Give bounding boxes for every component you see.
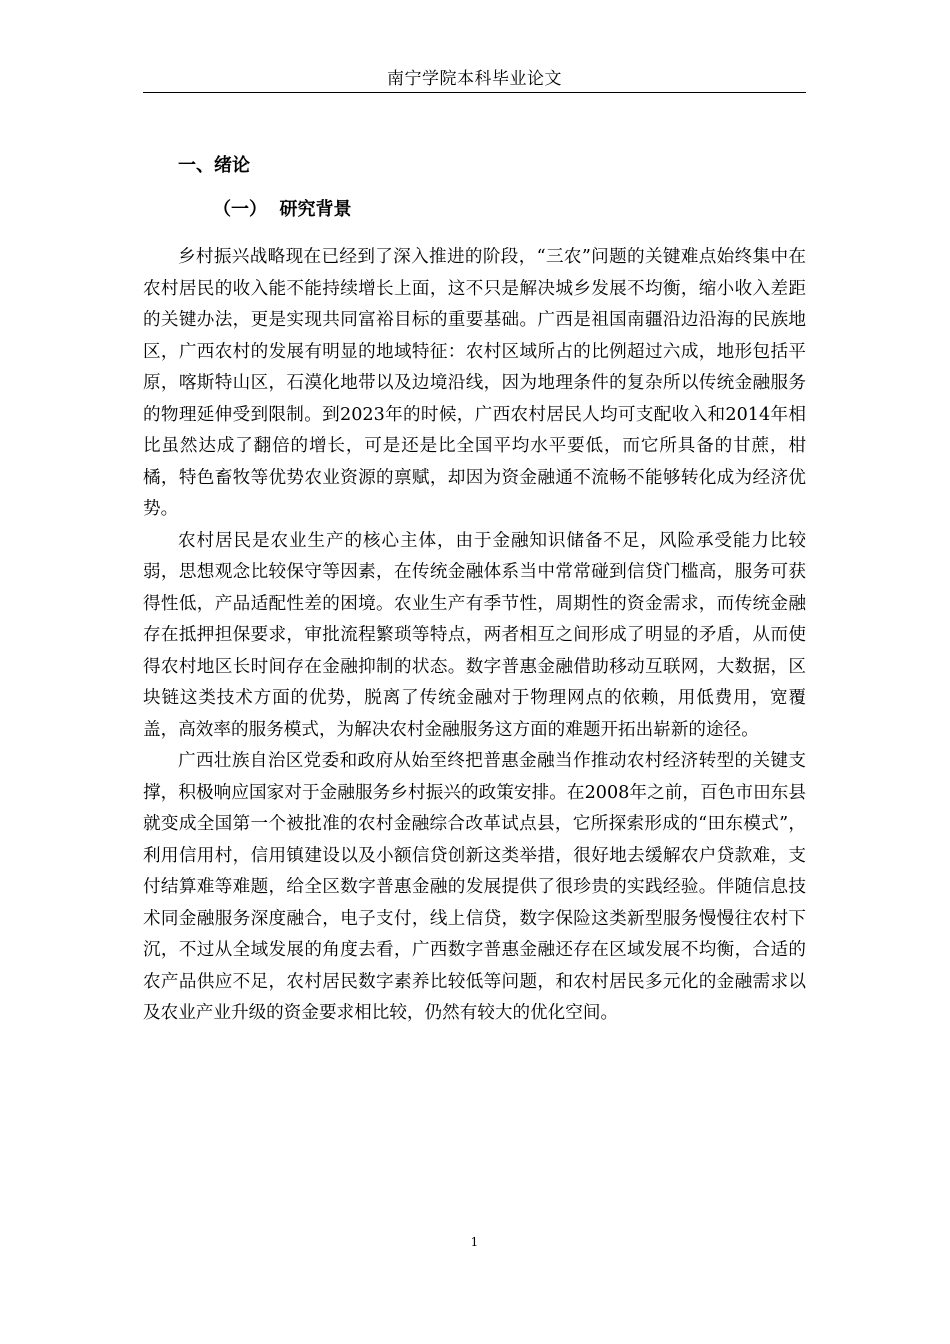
subsection-heading: （一） 研究背景 — [213, 199, 352, 220]
body-text — [143, 242, 806, 1030]
header-rule — [143, 92, 806, 93]
running-header: 南宁学院本科毕业论文 — [387, 69, 562, 89]
page-number: 1 — [470, 1235, 479, 1249]
paragraph-2: 农村居民是农业生产的核心主体，由于金融知识储备不足，风险承受能力比较弱，思想观念比较保守等因素，在传统金融体系当中常常碰到信贷门槛高，服务可获得性低，产品适配性差的困境。农业生产有季节性，周期性的资金需求，而传统金融存在抵押担保要求，审批流程繁琐等特点，两者相互之间形成了明显的矛盾，从而使得农村地区长时间存在金融抑制的状态。数字普惠金融借助移动互联网，大数据，区块链这类技术方面的优势，脱离了传统金融对于物理网点的依赖，用低费用，宽覆盖，高效率的服务模式，为解决农村金融服务这方面的难题开拓出崭新的途径。 — [143, 530, 806, 740]
paragraph-3: 广西壮族自治区党委和政府从始至终把普惠金融当作推动农村经济转型的关键支撑，积极响应国家对于金融服务乡村振兴的政策安排。在2008年之前，百色市田东县就变成全国第一个被批准的农村金融综合改革试点县，它所探索形成的“田东模式”，利用信用村，信用镇建设以及小额信贷创新这类举措，很好地去缓解农户贷款难，支付结算难等难题，给全区数字普惠金融的发展提供了很珍贵的实践经验。伴随信息技术同金融服务深度融合，电子支付，线上信贷，数字保险这类新型服务慢慢往农村下沉，不过从全域发展的角度去看，广西数字普惠金融还存在区域发展不均衡，合适的农产品供应不足，农村居民数字素养比较低等问题，和农村居民多元化的金融需求以及农业产业升级的资金要求相比较，仍然有较大的优化空间。 — [143, 751, 806, 1023]
paragraph-1: 乡村振兴战略现在已经到了深入推进的阶段，“三农”问题的关键难点始终集中在农村居民的收入能不能持续增长上面，这不只是解决城乡发展不均衡，缩小收入差距的关键办法，更是实现共同富裕目标的重要基础。广西是祖国南疆沿边沿海的民族地区，广西农村的发展有明显的地域特征：农村区域所占的比例超过六成，地形包括平原，喀斯特山区，石漠化地带以及边境沿线，因为地理条件的复杂所以传统金融服务的物理延伸受到限制。到2023年的时候，广西农村居民人均可支配收入和2014年相比虽然达成了翻倍的增长，可是还是比全国平均水平要低，而它所具备的甘蔗，柑橘，特色畜牧等优势农业资源的禀赋，却因为资金融通不流畅不能够转化成为经济优势。 — [143, 247, 806, 519]
section-heading: 一、绪论 — [178, 155, 250, 176]
